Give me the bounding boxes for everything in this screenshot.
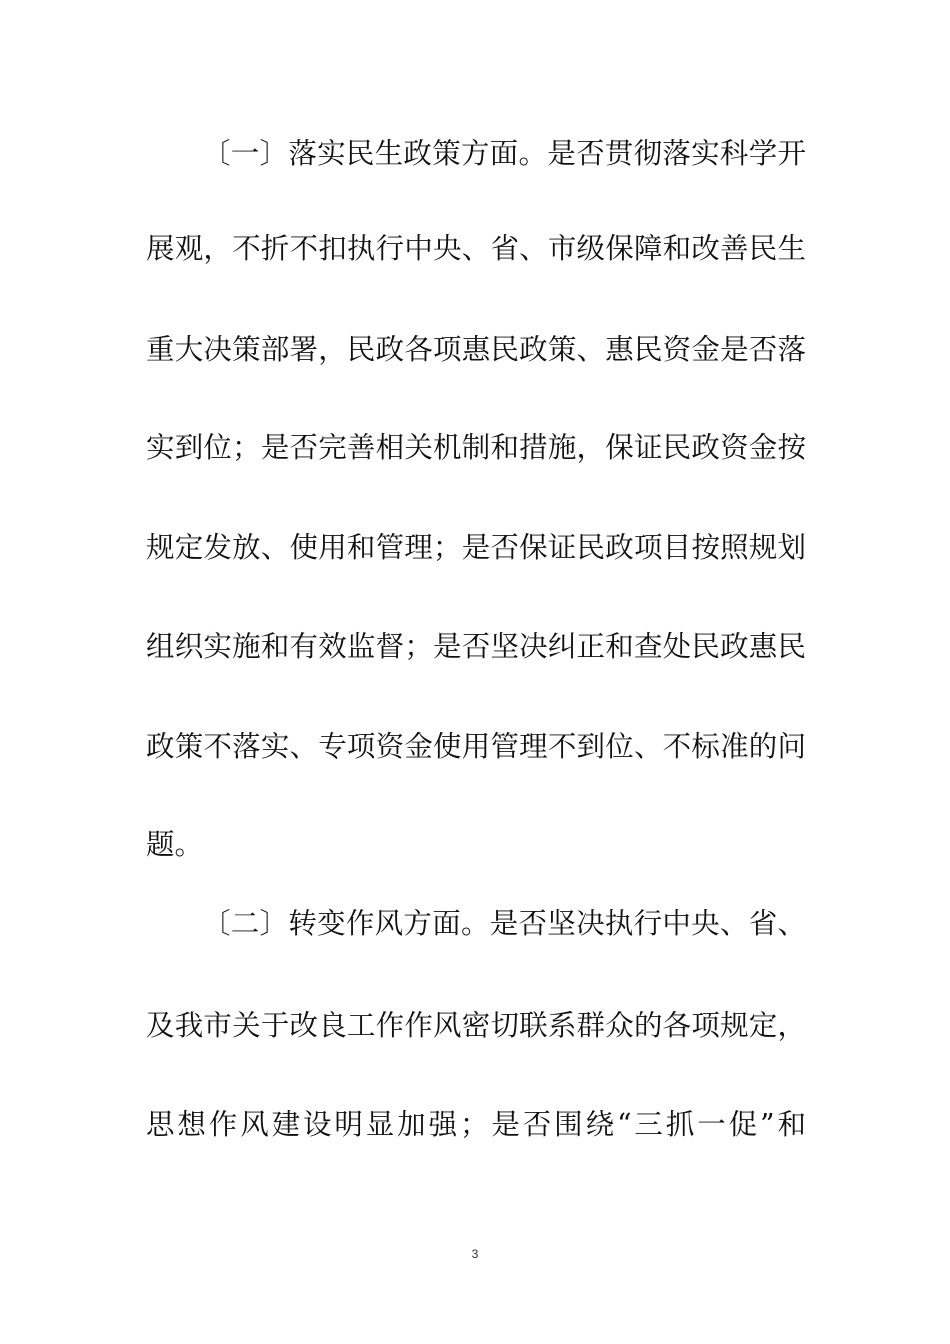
- paragraph-2-line-1: 〔二〕转变作风方面。是否坚决执行中央、省、: [202, 907, 806, 940]
- paragraph-2-line-2: 及我市关于改良工作作风密切联系群众的各项规定，: [146, 1009, 806, 1042]
- paragraph-1-line-1: 〔一〕落实民生政策方面。是否贯彻落实科学开: [202, 137, 806, 170]
- paragraph-1-line-2: 展观，不折不扣执行中央、省、市级保障和改善民生: [146, 232, 806, 265]
- paragraph-1-line-5: 规定发放、使用和管理；是否保证民政项目按照规划: [146, 531, 806, 564]
- page-number: 3: [471, 1247, 479, 1261]
- paragraph-1-line-6: 组织实施和有效监督；是否坚决纠正和查处民政惠民: [146, 630, 806, 663]
- paragraph-2-line-3: 思想作风建设明显加强；是否围绕“三抓一促”和: [146, 1108, 806, 1141]
- paragraph-1-line-4: 实到位；是否完善相关机制和措施，保证民政资金按: [146, 431, 806, 464]
- paragraph-1-line-3: 重大决策部署，民政各项惠民政策、惠民资金是否落: [146, 333, 806, 366]
- paragraph-1-line-7: 政策不落实、专项资金使用管理不到位、不标准的问: [146, 730, 806, 763]
- paragraph-1-line-8: 题。: [146, 828, 204, 861]
